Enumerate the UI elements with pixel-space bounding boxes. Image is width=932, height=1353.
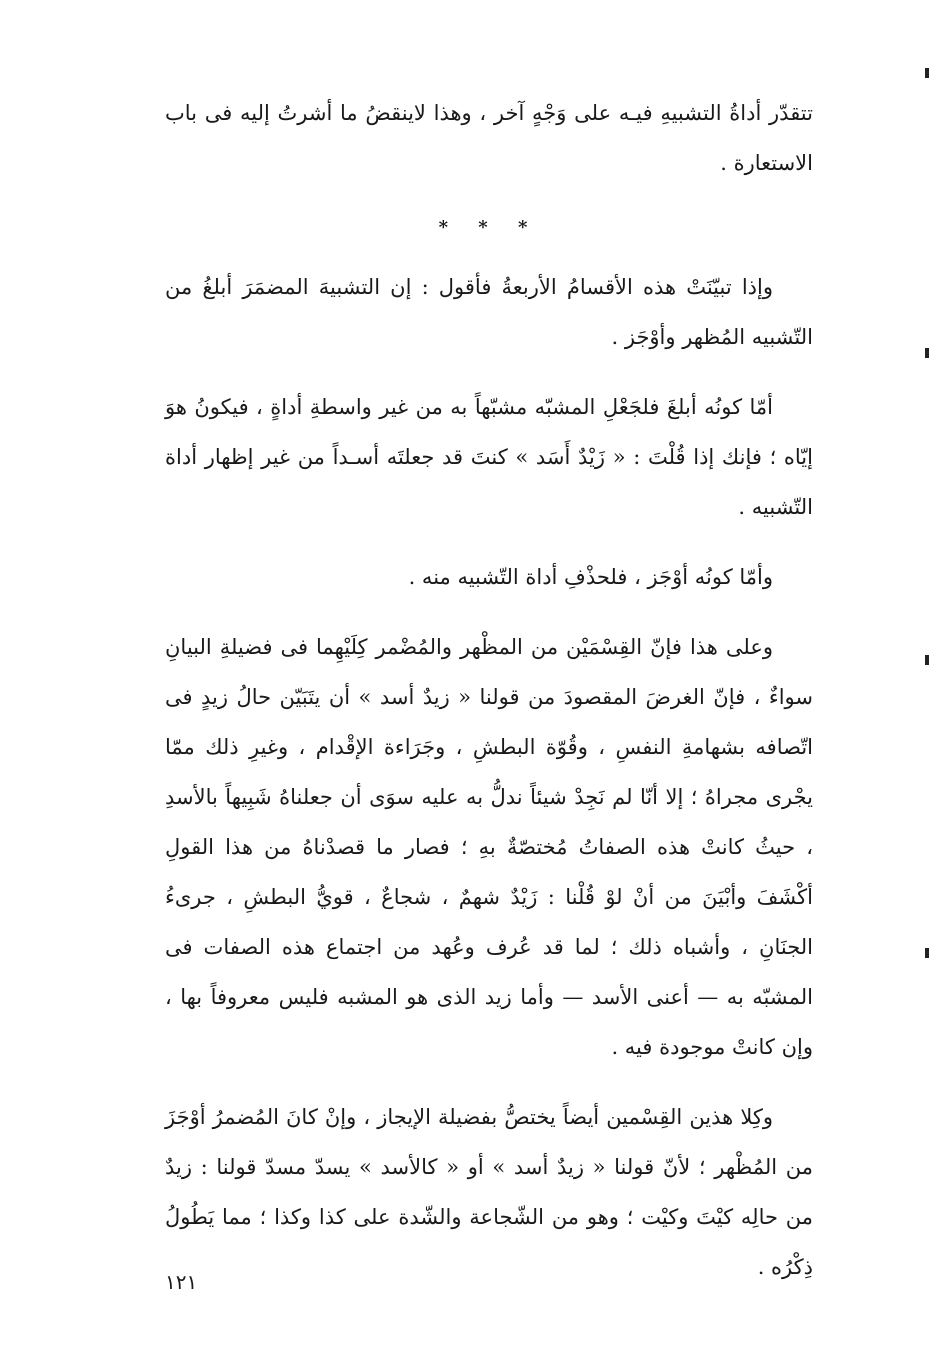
scan-mark xyxy=(925,68,929,78)
scan-mark xyxy=(925,948,929,958)
scan-mark xyxy=(925,655,929,665)
page-number: ١٢١ xyxy=(165,1270,198,1294)
paragraph-5: وعلى هذا فإنّ القِسْمَيْن من المظْهر والمُضْمر كِلَيْهِما فى فضيلةِ البيانِ سواءٌ ، فإنّ الغرضَ المقصودَ من قولنا « زيدٌ أسد » أن يتَبَيّن حالُ زيدٍ فى اتّصافه بشهامةِ النفسِ ، وقُوّة البطشِ ، وجَرَاءة الإقْدام ، وغيرِ ذلك ممّا يجْرى مجراهُ ؛ إلا أنّا لم نَجِدْ شيئاً ندلُّ به عليه سوَى أن جعلناهُ شَبِيهاً بالأسدِ ، حيثُ كانتْ هذه الصفاتُ مُختصّةٌ بهِ ؛ فصار ما قصدْناهُ من هذا القولِ أكْشَفَ وأبْيَنَ من أنْ لوْ قُلْنا : زَيْدٌ شهمٌ ، شجاعٌ ، قويُّ البطشِ ، جرىءُ الجنَانِ ، وأشباه ذلك ؛ لما قد عُرف وعُهد من اجتماع هذه الصفات فى المشبّه به — أعنى الأسد — وأما زيد الذى هو المشبه فليس معروفاً بها ، وإن كانتْ موجودة فيه . xyxy=(165,635,813,1059)
paragraph-3: أمّا كونُه أبلغَ فلجَعْلِ المشبّه مشبّهاً به من غير واسطةِ أداةٍ ، فيكونُ هوَ إيّاه ؛ فإنك إذا قُلْتَ : « زَيْدٌ أَسَد » كنتَ قد جعلتَه أسـداً من غير إظهار أداة التّشبيه . xyxy=(165,395,813,519)
paragraph-6: وكِلا هذين القِسْمين أيضاً يختصُّ بفضيلة الإيجاز ، وإنْ كانَ المُضمرُ أوْجَزَ من المُظْهر ؛ لأنّ قولنا « زيدٌ أسد » أو « كالأسد » يسدّ مسدّ قولنا : زيدٌ من حالِه كيْتَ وكيْت ؛ وهو من الشّجاعة والشّدة على كذا وكذا ؛ مما يَطُولُ ذِكْرُه . xyxy=(165,1105,813,1279)
paragraph-1: تتقدّر أداةُ التشبيهِ فيـه على وَجْهٍ آخر ، وهذا لاينقضُ ما أشرتُ إليه فى باب الاستعارة . xyxy=(165,101,813,175)
section-separator: * * * xyxy=(438,217,540,238)
paragraph-2: وإذا تبيّنَتْ هذه الأقسامُ الأربعةُ فأقول : إن التشبيهَ المضمَرَ أبلغُ من التّشبيه المُظهر وأوْجَز . xyxy=(165,275,813,349)
scan-mark xyxy=(925,348,929,358)
paragraph-4: وأمّا كونُه أوْجَز ، فلحذْفِ أداة التّشبيه منه . xyxy=(408,565,773,589)
page-body xyxy=(165,88,813,1312)
